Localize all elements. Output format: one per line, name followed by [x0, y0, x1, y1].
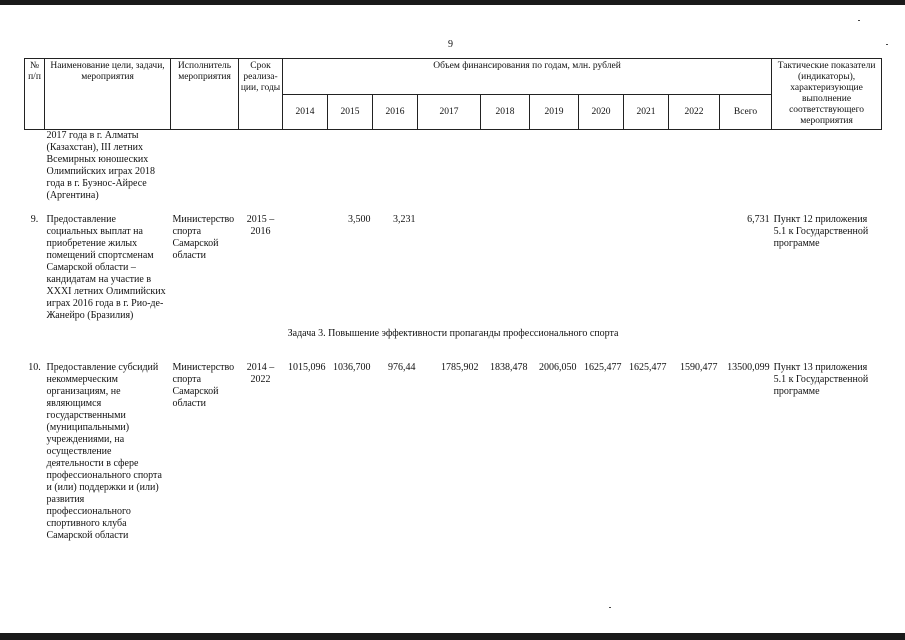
year-header: 2022 [669, 95, 720, 130]
cell-value [624, 214, 669, 322]
cell-value: 3,231 [393, 214, 416, 225]
cell-value [481, 214, 530, 322]
task-row [25, 322, 882, 362]
scan-speck [609, 607, 611, 608]
cell-value: 976,44 [388, 362, 416, 373]
row-num [25, 130, 45, 203]
col-header-indicators: Тактические показатели (индикаторы), характеризующие выполнение соответствующего мероприятия [772, 59, 882, 130]
cell-total: 6,731 [747, 214, 770, 225]
page-number: 9 [448, 39, 453, 50]
year-header: 2020 [579, 95, 624, 130]
row-period: 2015 – 2016 [246, 214, 275, 237]
cell-value: 1625,477 [629, 362, 667, 373]
row-period: 2014 – 2022 [246, 362, 275, 385]
year-header: 2021 [624, 95, 669, 130]
cell-value [579, 214, 624, 322]
col-header-period: Срок реализа-ции, годы [239, 59, 283, 130]
cell-total: 13500,099 [727, 362, 770, 373]
cell-value [530, 214, 579, 322]
cell-value: 1036,700 [333, 362, 371, 373]
row-executor: Министерство спорта Самарской области [172, 214, 235, 261]
cell-value [283, 214, 328, 322]
cell-value [418, 214, 481, 322]
table-row [25, 214, 882, 322]
year-header: 2018 [481, 95, 530, 130]
col-header-executor: Исполнитель мероприятия [171, 59, 239, 130]
col-header-financing: Объем финансирования по годам, млн. рублей [283, 59, 772, 95]
year-header: 2017 [418, 95, 481, 130]
scan-border-bottom [0, 633, 905, 640]
cell-value: 2006,050 [539, 362, 577, 373]
year-header: 2014 [283, 95, 328, 130]
scan-border-top [0, 0, 905, 5]
row-indicator: Пункт 13 приложения 5.1 к Государственной программе [773, 362, 869, 397]
year-header: 2015 [328, 95, 373, 130]
row-num: 9. [30, 214, 39, 225]
cell-value: 1590,477 [680, 362, 718, 373]
cell-value: 1625,477 [584, 362, 622, 373]
scan-speck [886, 44, 888, 45]
table-header [25, 59, 882, 130]
scan-speck [858, 20, 860, 21]
cell-value: 1015,096 [288, 362, 326, 373]
row-name: Предоставление социальных выплат на приобретение жилых помещений спортсменам Самарской области – кандидатам на участие в XXXI летних Олимпийских играх 2016 года в г. Рио-де-Жанейро (Бразилия) [46, 214, 166, 321]
row-name: Предоставление субсидий некоммерческим организациям, не являющимся государственными (муниципальными) учреждениями, на осуществление деятельности в сфере профессионального спорта и (или) поддержки и (или) развития профессионального спортивного клуба Самарской области [46, 362, 162, 541]
table-row [25, 130, 882, 203]
year-header: 2019 [530, 95, 579, 130]
col-header-num: № п/п [25, 59, 45, 130]
row-executor: Министерство спорта Самарской области [172, 362, 235, 409]
row-num: 10. [28, 362, 41, 373]
cell-value: 1838,478 [490, 362, 528, 373]
financing-table [24, 58, 882, 542]
col-header-name: Наименование цели, задачи, мероприятия [45, 59, 171, 130]
task-title: Задача 3. Повышение эффективности пропаганды профессионального спорта [287, 328, 619, 339]
total-header: Всего [720, 95, 772, 130]
cell-value: 1785,902 [441, 362, 479, 373]
year-header: 2016 [373, 95, 418, 130]
row-indicator: Пункт 12 приложения 5.1 к Государственной программе [773, 214, 869, 249]
cell-value: 3,500 [348, 214, 371, 225]
continued-row-name: 2017 года в г. Алматы (Казахстан), III летних Всемирных юношеских Олимпийских играх 2018 года в г. Буэнос-Айресе (Аргентина) [46, 130, 155, 201]
table-row [25, 362, 882, 542]
row-spacer [25, 202, 882, 214]
cell-value [669, 214, 720, 322]
